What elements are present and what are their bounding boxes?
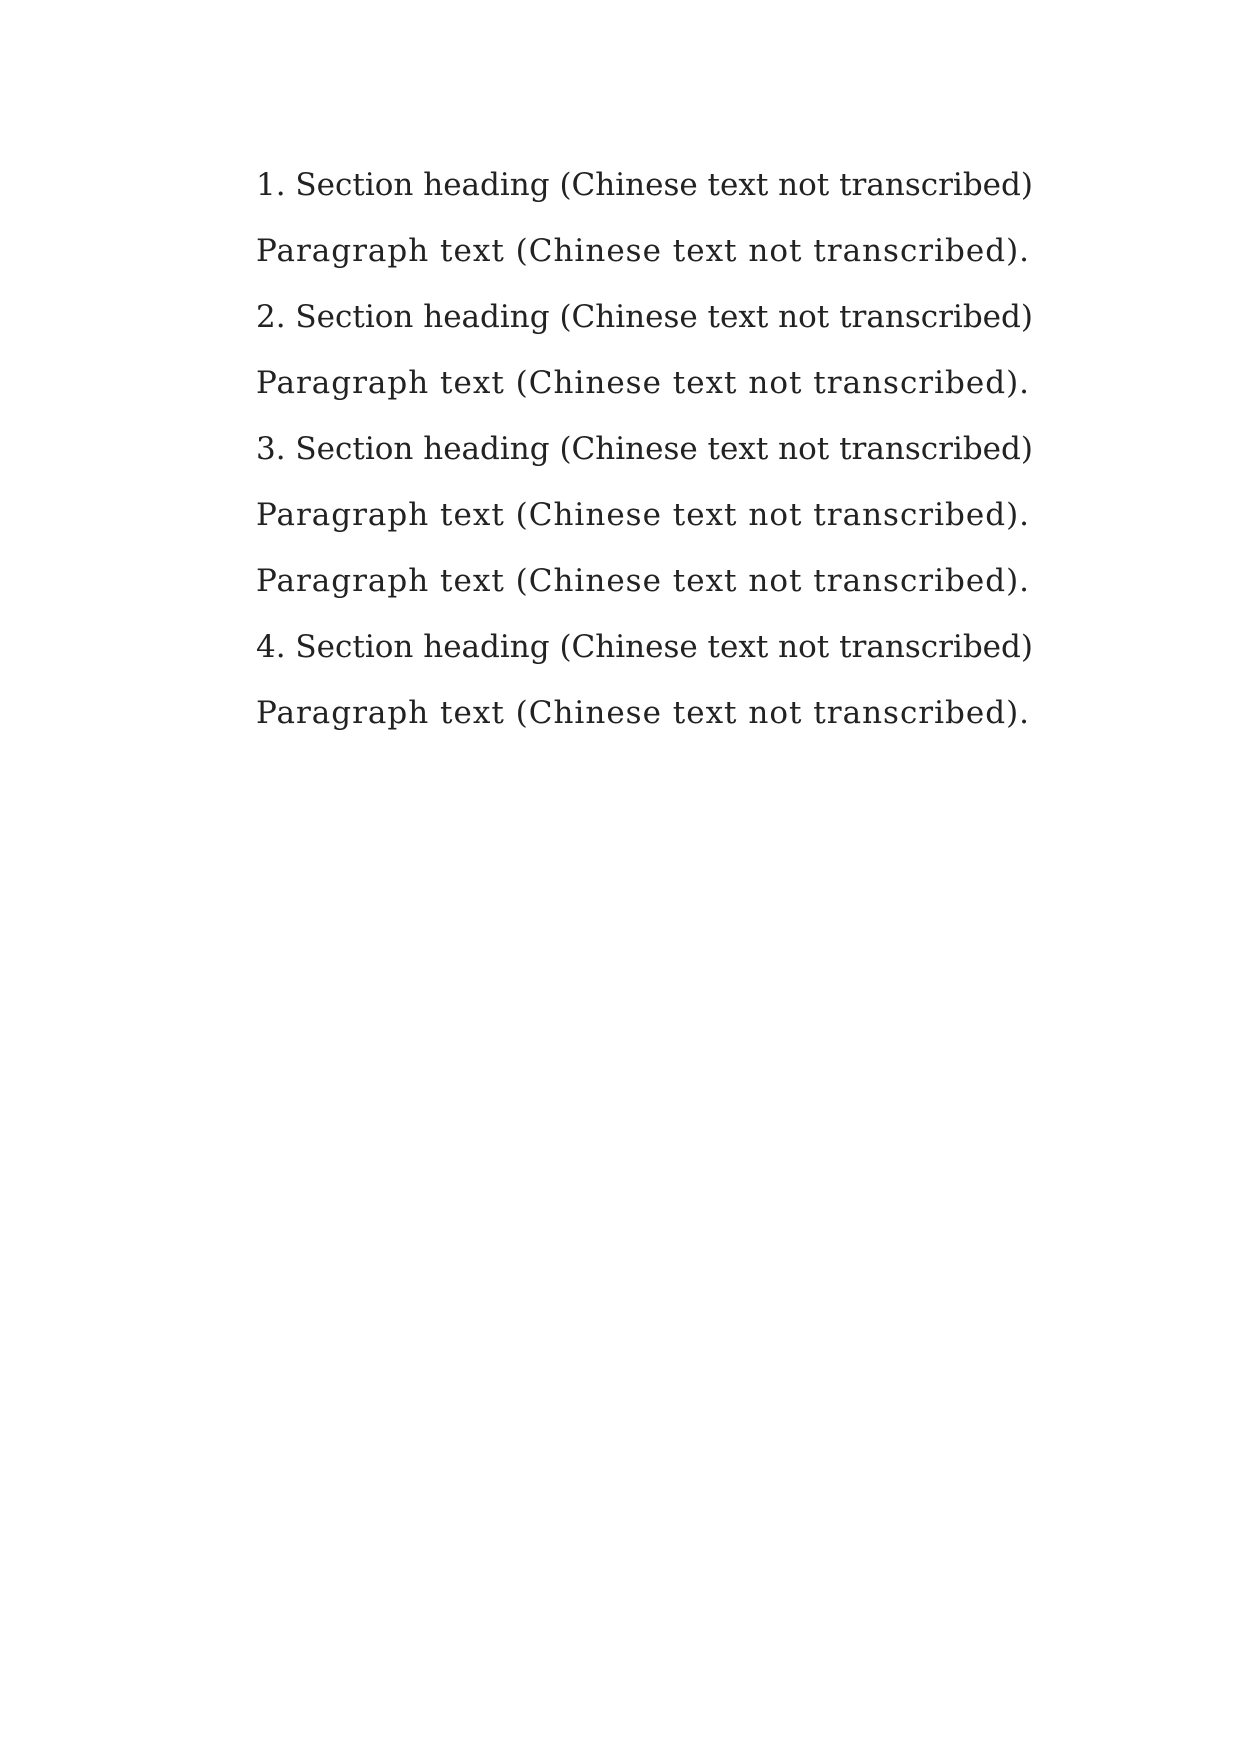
section-heading-4: 4. Section heading (Chinese text not transcribed): [256, 629, 1033, 665]
paragraph-3: Paragraph text (Chinese text not transcribed).: [256, 497, 1031, 533]
document-body: [192, 155, 1052, 749]
paragraph-5: Paragraph text (Chinese text not transcribed).: [256, 695, 1031, 731]
section-heading-2: 2. Section heading (Chinese text not transcribed): [256, 299, 1033, 335]
section-heading-1: 1. Section heading (Chinese text not transcribed): [256, 167, 1033, 203]
paragraph-2: Paragraph text (Chinese text not transcribed).: [256, 365, 1031, 401]
section-heading-3: 3. Section heading (Chinese text not transcribed): [256, 431, 1033, 467]
paragraph-1: Paragraph text (Chinese text not transcribed).: [256, 233, 1031, 269]
paragraph-4: Paragraph text (Chinese text not transcribed).: [256, 563, 1031, 599]
